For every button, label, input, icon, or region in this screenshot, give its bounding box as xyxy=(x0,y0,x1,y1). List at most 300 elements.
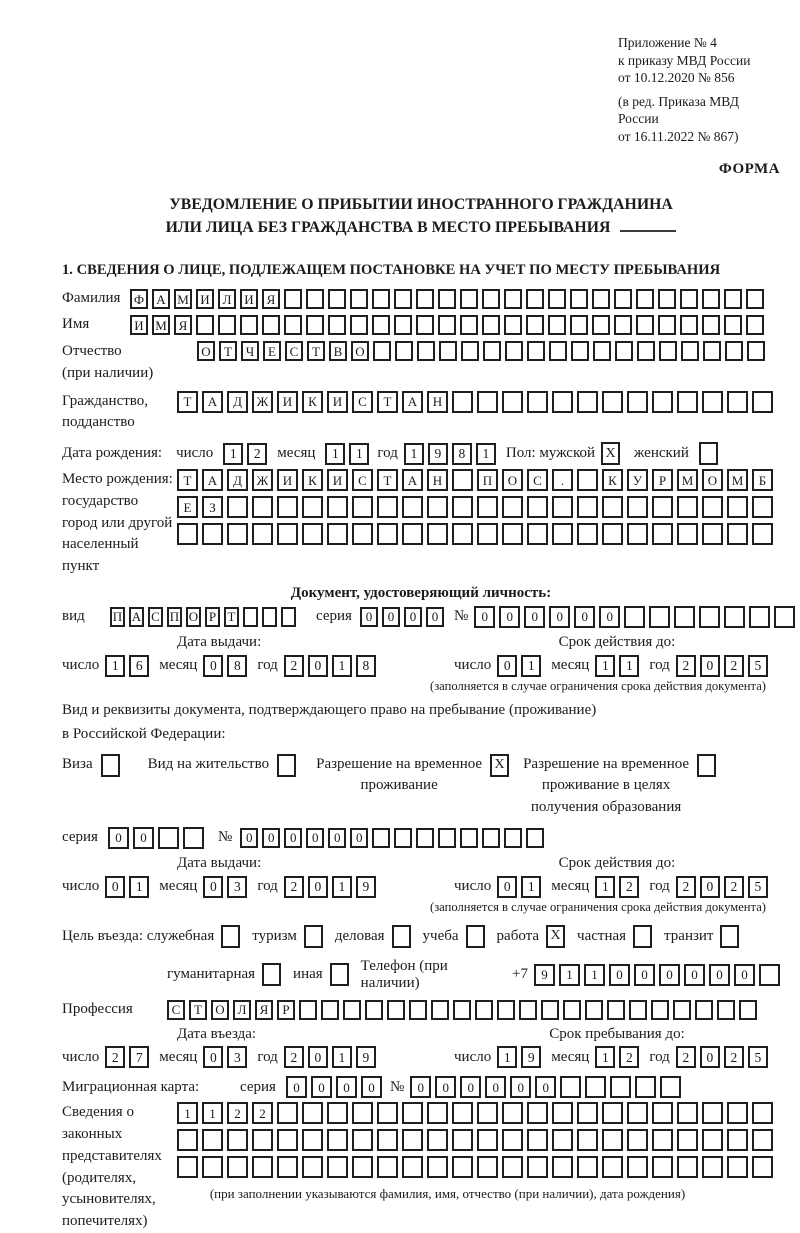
char-box[interactable] xyxy=(452,1156,473,1178)
char-box[interactable]: А xyxy=(129,607,144,627)
char-box[interactable] xyxy=(727,1102,748,1124)
char-box[interactable] xyxy=(680,289,698,309)
char-box[interactable] xyxy=(502,1156,523,1178)
char-box[interactable]: 0 xyxy=(361,1076,382,1098)
char-box[interactable] xyxy=(727,1129,748,1151)
entry-year-boxes[interactable] xyxy=(284,1046,376,1068)
char-box[interactable]: А xyxy=(402,469,423,491)
temp-residence-checkbox[interactable]: X xyxy=(490,754,509,777)
char-box[interactable] xyxy=(327,1129,348,1151)
char-box[interactable] xyxy=(352,1102,373,1124)
char-box[interactable]: 2 xyxy=(724,876,744,898)
char-box[interactable] xyxy=(402,1102,423,1124)
char-box[interactable]: 0 xyxy=(700,876,720,898)
char-box[interactable] xyxy=(277,523,298,545)
char-box[interactable] xyxy=(571,341,589,361)
representatives-boxes-row2[interactable] xyxy=(177,1129,773,1151)
male-checkbox[interactable]: X xyxy=(601,442,620,465)
char-box[interactable]: 0 xyxy=(435,1076,456,1098)
char-box[interactable]: 2 xyxy=(676,655,696,677)
title-blank-line[interactable] xyxy=(620,219,676,232)
char-box[interactable]: М xyxy=(174,289,192,309)
char-box[interactable] xyxy=(527,1129,548,1151)
char-box[interactable]: О xyxy=(186,607,201,627)
char-box[interactable]: 0 xyxy=(524,606,545,628)
char-box[interactable] xyxy=(281,607,296,627)
char-box[interactable] xyxy=(552,1156,573,1178)
char-box[interactable]: С xyxy=(285,341,303,361)
char-box[interactable] xyxy=(652,1156,673,1178)
char-box[interactable] xyxy=(592,315,610,335)
char-box[interactable]: 0 xyxy=(336,1076,357,1098)
char-box[interactable] xyxy=(252,1129,273,1151)
char-box[interactable]: 2 xyxy=(676,876,696,898)
char-box[interactable] xyxy=(302,523,323,545)
char-box[interactable] xyxy=(475,1000,493,1020)
char-box[interactable]: 1 xyxy=(332,876,352,898)
char-box[interactable]: Т xyxy=(224,607,239,627)
char-box[interactable]: Т xyxy=(307,341,325,361)
char-box[interactable] xyxy=(377,1102,398,1124)
transit-checkbox[interactable] xyxy=(720,925,739,948)
char-box[interactable] xyxy=(649,606,670,628)
char-box[interactable]: 1 xyxy=(177,1102,198,1124)
char-box[interactable] xyxy=(629,1000,647,1020)
char-box[interactable] xyxy=(394,828,412,848)
res-number-boxes[interactable] xyxy=(240,828,544,848)
birth-day-boxes[interactable] xyxy=(223,443,267,465)
char-box[interactable]: 5 xyxy=(748,876,768,898)
char-box[interactable]: 0 xyxy=(382,607,400,627)
char-box[interactable]: 1 xyxy=(105,655,125,677)
char-box[interactable]: Ф xyxy=(130,289,148,309)
char-box[interactable] xyxy=(673,1000,691,1020)
char-box[interactable] xyxy=(202,1156,223,1178)
char-box[interactable]: Я xyxy=(262,289,280,309)
char-box[interactable]: 8 xyxy=(356,655,376,677)
char-box[interactable] xyxy=(427,523,448,545)
char-box[interactable] xyxy=(577,1102,598,1124)
char-box[interactable] xyxy=(759,964,780,986)
entry-day-boxes[interactable] xyxy=(105,1046,149,1068)
birthplace-boxes-row2[interactable] xyxy=(177,496,773,518)
char-box[interactable] xyxy=(277,1156,298,1178)
char-box[interactable] xyxy=(453,1000,471,1020)
char-box[interactable]: В xyxy=(329,341,347,361)
char-box[interactable] xyxy=(262,607,277,627)
char-box[interactable]: 2 xyxy=(724,655,744,677)
char-box[interactable] xyxy=(541,1000,559,1020)
char-box[interactable] xyxy=(752,496,773,518)
char-box[interactable]: . xyxy=(552,469,573,491)
char-box[interactable] xyxy=(452,1102,473,1124)
char-box[interactable] xyxy=(452,391,473,413)
char-box[interactable]: 0 xyxy=(485,1076,506,1098)
char-box[interactable] xyxy=(416,828,434,848)
char-box[interactable] xyxy=(352,523,373,545)
char-box[interactable]: К xyxy=(302,391,323,413)
char-box[interactable]: О xyxy=(502,469,523,491)
char-box[interactable] xyxy=(202,1129,223,1151)
patronymic-boxes[interactable] xyxy=(197,341,765,361)
char-box[interactable]: У xyxy=(627,469,648,491)
char-box[interactable] xyxy=(302,1129,323,1151)
char-box[interactable] xyxy=(526,315,544,335)
citizenship-boxes[interactable] xyxy=(177,391,773,413)
char-box[interactable]: 0 xyxy=(474,606,495,628)
char-box[interactable] xyxy=(352,496,373,518)
char-box[interactable] xyxy=(227,523,248,545)
char-box[interactable] xyxy=(585,1000,603,1020)
char-box[interactable]: 0 xyxy=(700,655,720,677)
char-box[interactable] xyxy=(680,315,698,335)
char-box[interactable] xyxy=(477,1156,498,1178)
char-box[interactable] xyxy=(677,391,698,413)
char-box[interactable] xyxy=(660,1076,681,1098)
char-box[interactable]: 1 xyxy=(129,876,149,898)
char-box[interactable] xyxy=(560,1076,581,1098)
char-box[interactable] xyxy=(658,315,676,335)
char-box[interactable]: И xyxy=(277,391,298,413)
representatives-boxes-row3[interactable] xyxy=(177,1156,773,1178)
char-box[interactable] xyxy=(724,289,742,309)
char-box[interactable] xyxy=(277,1102,298,1124)
char-box[interactable]: Н xyxy=(427,469,448,491)
char-box[interactable] xyxy=(752,1129,773,1151)
char-box[interactable]: 0 xyxy=(308,655,328,677)
char-box[interactable] xyxy=(702,1102,723,1124)
char-box[interactable] xyxy=(652,523,673,545)
char-box[interactable]: 0 xyxy=(133,827,154,849)
res-expiry-month-boxes[interactable] xyxy=(595,876,639,898)
char-box[interactable]: 1 xyxy=(595,655,615,677)
char-box[interactable] xyxy=(577,469,598,491)
doc-expiry-year-boxes[interactable] xyxy=(676,655,768,677)
char-box[interactable] xyxy=(452,523,473,545)
char-box[interactable]: С xyxy=(148,607,163,627)
res-issue-year-boxes[interactable] xyxy=(284,876,376,898)
char-box[interactable] xyxy=(227,1156,248,1178)
char-box[interactable]: 2 xyxy=(724,1046,744,1068)
char-box[interactable] xyxy=(652,1102,673,1124)
char-box[interactable] xyxy=(659,341,677,361)
char-box[interactable] xyxy=(702,391,723,413)
char-box[interactable] xyxy=(477,391,498,413)
char-box[interactable] xyxy=(752,1102,773,1124)
char-box[interactable] xyxy=(627,523,648,545)
char-box[interactable] xyxy=(552,523,573,545)
char-box[interactable] xyxy=(702,496,723,518)
char-box[interactable]: Т xyxy=(177,469,198,491)
char-box[interactable]: 9 xyxy=(428,443,448,465)
char-box[interactable] xyxy=(477,1129,498,1151)
char-box[interactable]: 0 xyxy=(105,876,125,898)
char-box[interactable] xyxy=(482,315,500,335)
res-expiry-year-boxes[interactable] xyxy=(676,876,768,898)
char-box[interactable]: Е xyxy=(263,341,281,361)
char-box[interactable]: А xyxy=(152,289,170,309)
char-box[interactable] xyxy=(196,315,214,335)
char-box[interactable] xyxy=(677,1102,698,1124)
char-box[interactable] xyxy=(327,1102,348,1124)
official-checkbox[interactable] xyxy=(221,925,240,948)
char-box[interactable]: 2 xyxy=(247,443,267,465)
char-box[interactable] xyxy=(610,1076,631,1098)
birth-month-boxes[interactable] xyxy=(325,443,369,465)
char-box[interactable] xyxy=(327,496,348,518)
mig-number-boxes[interactable] xyxy=(410,1076,681,1098)
char-box[interactable] xyxy=(548,315,566,335)
char-box[interactable]: 2 xyxy=(619,1046,639,1068)
char-box[interactable] xyxy=(302,1102,323,1124)
char-box[interactable]: 0 xyxy=(659,964,680,986)
char-box[interactable] xyxy=(328,289,346,309)
char-box[interactable]: 0 xyxy=(426,607,444,627)
entry-month-boxes[interactable] xyxy=(203,1046,247,1068)
char-box[interactable] xyxy=(552,1129,573,1151)
stay-month-boxes[interactable] xyxy=(595,1046,639,1068)
char-box[interactable]: 0 xyxy=(203,1046,223,1068)
char-box[interactable] xyxy=(402,496,423,518)
char-box[interactable] xyxy=(504,289,522,309)
char-box[interactable] xyxy=(461,341,479,361)
profession-boxes[interactable] xyxy=(167,1000,757,1020)
char-box[interactable] xyxy=(452,469,473,491)
char-box[interactable] xyxy=(727,523,748,545)
char-box[interactable] xyxy=(409,1000,427,1020)
temp-residence-edu-checkbox[interactable] xyxy=(697,754,716,777)
char-box[interactable] xyxy=(627,1129,648,1151)
char-box[interactable]: 1 xyxy=(595,1046,615,1068)
char-box[interactable] xyxy=(527,1102,548,1124)
char-box[interactable] xyxy=(158,827,179,849)
char-box[interactable]: 1 xyxy=(559,964,580,986)
char-box[interactable]: 0 xyxy=(360,607,378,627)
char-box[interactable]: П xyxy=(110,607,125,627)
char-box[interactable] xyxy=(302,496,323,518)
char-box[interactable]: 1 xyxy=(349,443,369,465)
char-box[interactable] xyxy=(438,828,456,848)
char-box[interactable] xyxy=(627,496,648,518)
char-box[interactable] xyxy=(593,341,611,361)
char-box[interactable]: К xyxy=(302,469,323,491)
birthplace-boxes-row1[interactable] xyxy=(177,469,773,491)
char-box[interactable]: 0 xyxy=(284,828,302,848)
char-box[interactable] xyxy=(752,1156,773,1178)
char-box[interactable]: 8 xyxy=(452,443,472,465)
char-box[interactable] xyxy=(577,391,598,413)
char-box[interactable]: 9 xyxy=(521,1046,541,1068)
char-box[interactable] xyxy=(227,1129,248,1151)
stay-year-boxes[interactable] xyxy=(676,1046,768,1068)
char-box[interactable]: 0 xyxy=(328,828,346,848)
char-box[interactable] xyxy=(727,496,748,518)
char-box[interactable] xyxy=(252,523,273,545)
char-box[interactable] xyxy=(460,289,478,309)
char-box[interactable]: 1 xyxy=(497,1046,517,1068)
char-box[interactable]: 2 xyxy=(284,655,304,677)
char-box[interactable]: 0 xyxy=(499,606,520,628)
char-box[interactable] xyxy=(652,496,673,518)
char-box[interactable]: Б xyxy=(752,469,773,491)
doc-issue-day-boxes[interactable] xyxy=(105,655,149,677)
mig-series-boxes[interactable] xyxy=(286,1076,382,1098)
char-box[interactable]: А xyxy=(402,391,423,413)
char-box[interactable] xyxy=(394,315,412,335)
char-box[interactable] xyxy=(352,1156,373,1178)
char-box[interactable] xyxy=(183,827,204,849)
char-box[interactable] xyxy=(502,391,523,413)
char-box[interactable]: 8 xyxy=(227,655,247,677)
char-box[interactable] xyxy=(627,1156,648,1178)
char-box[interactable] xyxy=(570,315,588,335)
doc-series-boxes[interactable] xyxy=(360,607,444,627)
char-box[interactable]: Е xyxy=(177,496,198,518)
char-box[interactable]: 0 xyxy=(574,606,595,628)
char-box[interactable]: Т xyxy=(219,341,237,361)
char-box[interactable] xyxy=(306,315,324,335)
char-box[interactable] xyxy=(674,606,695,628)
char-box[interactable] xyxy=(563,1000,581,1020)
char-box[interactable]: 0 xyxy=(203,655,223,677)
char-box[interactable] xyxy=(577,496,598,518)
char-box[interactable] xyxy=(240,315,258,335)
char-box[interactable] xyxy=(519,1000,537,1020)
char-box[interactable]: 0 xyxy=(240,828,258,848)
char-box[interactable]: 0 xyxy=(497,876,517,898)
char-box[interactable]: Ж xyxy=(252,469,273,491)
char-box[interactable] xyxy=(202,523,223,545)
char-box[interactable] xyxy=(482,289,500,309)
phone-boxes[interactable] xyxy=(534,964,780,986)
char-box[interactable]: С xyxy=(527,469,548,491)
stay-day-boxes[interactable] xyxy=(497,1046,541,1068)
char-box[interactable] xyxy=(602,1102,623,1124)
other-purpose-checkbox[interactable] xyxy=(330,963,349,986)
char-box[interactable] xyxy=(746,289,764,309)
char-box[interactable] xyxy=(607,1000,625,1020)
char-box[interactable] xyxy=(699,606,720,628)
char-box[interactable] xyxy=(702,1129,723,1151)
char-box[interactable]: 5 xyxy=(748,655,768,677)
char-box[interactable] xyxy=(365,1000,383,1020)
char-box[interactable]: А xyxy=(202,391,223,413)
char-box[interactable] xyxy=(602,1156,623,1178)
char-box[interactable] xyxy=(377,523,398,545)
char-box[interactable] xyxy=(284,289,302,309)
char-box[interactable] xyxy=(452,496,473,518)
char-box[interactable] xyxy=(328,315,346,335)
char-box[interactable]: 0 xyxy=(286,1076,307,1098)
doc-issue-month-boxes[interactable] xyxy=(203,655,247,677)
char-box[interactable] xyxy=(592,289,610,309)
char-box[interactable] xyxy=(727,391,748,413)
char-box[interactable] xyxy=(652,391,673,413)
char-box[interactable] xyxy=(552,1102,573,1124)
char-box[interactable]: 9 xyxy=(356,1046,376,1068)
char-box[interactable]: Д xyxy=(227,469,248,491)
char-box[interactable] xyxy=(549,341,567,361)
char-box[interactable]: 1 xyxy=(595,876,615,898)
char-box[interactable] xyxy=(636,289,654,309)
business-checkbox[interactable] xyxy=(392,925,411,948)
char-box[interactable] xyxy=(577,1129,598,1151)
char-box[interactable] xyxy=(702,289,720,309)
char-box[interactable]: 0 xyxy=(609,964,630,986)
char-box[interactable]: 6 xyxy=(129,655,149,677)
char-box[interactable]: 0 xyxy=(684,964,705,986)
work-checkbox[interactable]: X xyxy=(546,925,565,948)
char-box[interactable] xyxy=(652,1129,673,1151)
char-box[interactable] xyxy=(218,315,236,335)
char-box[interactable] xyxy=(350,315,368,335)
char-box[interactable] xyxy=(577,1156,598,1178)
char-box[interactable]: 0 xyxy=(700,1046,720,1068)
char-box[interactable] xyxy=(482,828,500,848)
char-box[interactable]: И xyxy=(196,289,214,309)
char-box[interactable] xyxy=(372,315,390,335)
char-box[interactable] xyxy=(377,1156,398,1178)
char-box[interactable] xyxy=(526,289,544,309)
char-box[interactable] xyxy=(402,1156,423,1178)
char-box[interactable]: 0 xyxy=(404,607,422,627)
doc-number-boxes[interactable] xyxy=(474,606,795,628)
char-box[interactable] xyxy=(227,496,248,518)
char-box[interactable] xyxy=(372,828,390,848)
char-box[interactable] xyxy=(570,289,588,309)
char-box[interactable] xyxy=(695,1000,713,1020)
char-box[interactable]: Р xyxy=(652,469,673,491)
char-box[interactable] xyxy=(577,523,598,545)
char-box[interactable] xyxy=(658,289,676,309)
char-box[interactable] xyxy=(402,1129,423,1151)
char-box[interactable] xyxy=(615,341,633,361)
char-box[interactable] xyxy=(343,1000,361,1020)
char-box[interactable] xyxy=(624,606,645,628)
char-box[interactable]: Я xyxy=(174,315,192,335)
char-box[interactable] xyxy=(585,1076,606,1098)
char-box[interactable] xyxy=(477,1102,498,1124)
char-box[interactable]: 0 xyxy=(460,1076,481,1098)
char-box[interactable] xyxy=(504,828,522,848)
char-box[interactable]: 9 xyxy=(534,964,555,986)
char-box[interactable] xyxy=(427,1156,448,1178)
char-box[interactable]: 2 xyxy=(227,1102,248,1124)
char-box[interactable]: И xyxy=(327,391,348,413)
char-box[interactable] xyxy=(350,289,368,309)
char-box[interactable]: О xyxy=(211,1000,229,1020)
char-box[interactable]: И xyxy=(327,469,348,491)
char-box[interactable]: И xyxy=(130,315,148,335)
char-box[interactable] xyxy=(774,606,795,628)
char-box[interactable]: 9 xyxy=(356,876,376,898)
char-box[interactable]: 0 xyxy=(203,876,223,898)
char-box[interactable]: 0 xyxy=(306,828,324,848)
char-box[interactable] xyxy=(299,1000,317,1020)
char-box[interactable] xyxy=(427,496,448,518)
char-box[interactable] xyxy=(252,496,273,518)
char-box[interactable] xyxy=(627,391,648,413)
char-box[interactable] xyxy=(627,1102,648,1124)
char-box[interactable] xyxy=(505,341,523,361)
char-box[interactable] xyxy=(417,341,435,361)
char-box[interactable] xyxy=(746,315,764,335)
char-box[interactable]: 0 xyxy=(510,1076,531,1098)
char-box[interactable]: 2 xyxy=(676,1046,696,1068)
char-box[interactable]: М xyxy=(152,315,170,335)
char-box[interactable] xyxy=(752,391,773,413)
char-box[interactable] xyxy=(527,523,548,545)
